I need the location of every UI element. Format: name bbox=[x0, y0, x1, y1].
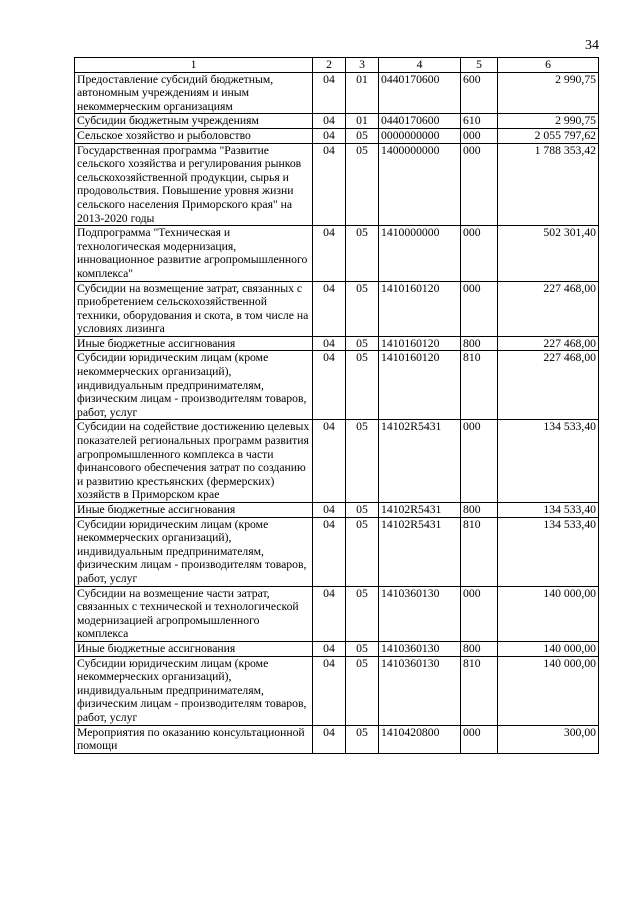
row-amount-cell: 227 468,00 bbox=[498, 281, 599, 336]
row-subsection-cell: 05 bbox=[346, 351, 379, 420]
row-subsection-cell: 01 bbox=[346, 72, 379, 114]
row-section-cell: 04 bbox=[313, 656, 346, 725]
row-expense-type-cell: 000 bbox=[461, 420, 498, 503]
row-target-cell: 0440170600 bbox=[379, 72, 461, 114]
row-section-cell: 04 bbox=[313, 72, 346, 114]
row-amount-cell: 134 533,40 bbox=[498, 517, 599, 586]
row-expense-type-cell: 000 bbox=[461, 226, 498, 281]
row-name-cell: Предоставление субсидий бюджетным, автономным учреждениям и иным некоммерческим организациям bbox=[75, 72, 313, 114]
row-expense-type-cell: 810 bbox=[461, 351, 498, 420]
row-amount-cell: 140 000,00 bbox=[498, 586, 599, 641]
row-subsection-cell: 05 bbox=[346, 226, 379, 281]
row-target-cell: 14102R5431 bbox=[379, 503, 461, 518]
header-col-5: 5 bbox=[461, 58, 498, 73]
row-target-cell: 14102R5431 bbox=[379, 420, 461, 503]
row-subsection-cell: 05 bbox=[346, 656, 379, 725]
table-row bbox=[75, 336, 599, 351]
row-subsection-cell: 01 bbox=[346, 114, 379, 129]
row-subsection-cell: 05 bbox=[346, 517, 379, 586]
row-amount-cell: 502 301,40 bbox=[498, 226, 599, 281]
row-expense-type-cell: 610 bbox=[461, 114, 498, 129]
row-name-cell: Мероприятия по оказанию консультационной помощи bbox=[75, 725, 313, 753]
row-name-cell: Сельское хозяйство и рыболовство bbox=[75, 128, 313, 143]
row-amount-cell: 134 533,40 bbox=[498, 503, 599, 518]
row-amount-cell: 140 000,00 bbox=[498, 641, 599, 656]
table-row bbox=[75, 72, 599, 114]
row-expense-type-cell: 000 bbox=[461, 586, 498, 641]
row-expense-type-cell: 000 bbox=[461, 725, 498, 753]
budget-table bbox=[74, 57, 599, 754]
row-amount-cell: 227 468,00 bbox=[498, 336, 599, 351]
table-row bbox=[75, 114, 599, 129]
row-section-cell: 04 bbox=[313, 336, 346, 351]
header-col-4: 4 bbox=[379, 58, 461, 73]
table-row bbox=[75, 281, 599, 336]
row-target-cell: 1400000000 bbox=[379, 143, 461, 226]
table-row bbox=[75, 656, 599, 725]
table-row bbox=[75, 143, 599, 226]
table-row bbox=[75, 586, 599, 641]
row-target-cell: 1410360130 bbox=[379, 656, 461, 725]
row-section-cell: 04 bbox=[313, 128, 346, 143]
row-section-cell: 04 bbox=[313, 143, 346, 226]
row-target-cell: 1410000000 bbox=[379, 226, 461, 281]
row-target-cell: 0000000000 bbox=[379, 128, 461, 143]
row-target-cell: 0440170600 bbox=[379, 114, 461, 129]
row-section-cell: 04 bbox=[313, 281, 346, 336]
row-subsection-cell: 05 bbox=[346, 143, 379, 226]
row-target-cell: 1410160120 bbox=[379, 281, 461, 336]
row-expense-type-cell: 000 bbox=[461, 143, 498, 226]
row-subsection-cell: 05 bbox=[346, 336, 379, 351]
row-expense-type-cell: 000 bbox=[461, 281, 498, 336]
row-name-cell: Субсидии юридическим лицам (кроме некоммерческих организаций), индивидуальным предпринимателям, физическим лицам - производителям товаров, работ, услуг bbox=[75, 351, 313, 420]
table-row bbox=[75, 351, 599, 420]
table-row bbox=[75, 503, 599, 518]
row-name-cell: Субсидии бюджетным учреждениям bbox=[75, 114, 313, 129]
row-section-cell: 04 bbox=[313, 641, 346, 656]
row-name-cell: Субсидии юридическим лицам (кроме некоммерческих организаций), индивидуальным предпринимателям, физическим лицам - производителям товаров, работ, услуг bbox=[75, 517, 313, 586]
row-amount-cell: 2 990,75 bbox=[498, 114, 599, 129]
row-expense-type-cell: 800 bbox=[461, 503, 498, 518]
table-row bbox=[75, 420, 599, 503]
row-section-cell: 04 bbox=[313, 226, 346, 281]
row-subsection-cell: 05 bbox=[346, 586, 379, 641]
row-section-cell: 04 bbox=[313, 503, 346, 518]
row-expense-type-cell: 000 bbox=[461, 128, 498, 143]
row-section-cell: 04 bbox=[313, 351, 346, 420]
row-amount-cell: 134 533,40 bbox=[498, 420, 599, 503]
row-name-cell: Подпрограмма "Техническая и технологическая модернизация, инновационное развитие агропромышленного комплекса" bbox=[75, 226, 313, 281]
table-row bbox=[75, 517, 599, 586]
row-name-cell: Субсидии юридическим лицам (кроме некоммерческих организаций), индивидуальным предпринимателям, физическим лицам - производителям товаров, работ, услуг bbox=[75, 656, 313, 725]
row-expense-type-cell: 800 bbox=[461, 641, 498, 656]
row-amount-cell: 300,00 bbox=[498, 725, 599, 753]
row-section-cell: 04 bbox=[313, 586, 346, 641]
row-amount-cell: 227 468,00 bbox=[498, 351, 599, 420]
header-col-3: 3 bbox=[346, 58, 379, 73]
row-name-cell: Субсидии на содействие достижению целевых показателей региональных программ развития агропромышленного комплекса в части финансового обеспечения затрат по созданию и развитию крестьянских (фермерских) хозяйств в Приморском крае bbox=[75, 420, 313, 503]
row-subsection-cell: 05 bbox=[346, 420, 379, 503]
table-row bbox=[75, 226, 599, 281]
row-amount-cell: 1 788 353,42 bbox=[498, 143, 599, 226]
row-section-cell: 04 bbox=[313, 114, 346, 129]
header-col-6: 6 bbox=[498, 58, 599, 73]
row-target-cell: 1410420800 bbox=[379, 725, 461, 753]
row-name-cell: Субсидии на возмещение затрат, связанных с приобретением сельскохозяйственной техники, оборудования и скота, в том числе на условиях лизинга bbox=[75, 281, 313, 336]
row-target-cell: 1410360130 bbox=[379, 641, 461, 656]
table-header-row bbox=[75, 58, 599, 73]
table-row bbox=[75, 128, 599, 143]
row-subsection-cell: 05 bbox=[346, 128, 379, 143]
row-expense-type-cell: 600 bbox=[461, 72, 498, 114]
row-subsection-cell: 05 bbox=[346, 503, 379, 518]
row-target-cell: 14102R5431 bbox=[379, 517, 461, 586]
row-expense-type-cell: 800 bbox=[461, 336, 498, 351]
header-col-1: 1 bbox=[75, 58, 313, 73]
row-amount-cell: 140 000,00 bbox=[498, 656, 599, 725]
row-amount-cell: 2 055 797,62 bbox=[498, 128, 599, 143]
header-col-2: 2 bbox=[313, 58, 346, 73]
row-target-cell: 1410360130 bbox=[379, 586, 461, 641]
row-name-cell: Иные бюджетные ассигнования bbox=[75, 641, 313, 656]
row-name-cell: Государственная программа "Развитие сельского хозяйства и регулирования рынков сельскохозяйственной продукции, сырья и продовольствия. Повышение уровня жизни сельского населения Приморского края" на 2013-2020 годы bbox=[75, 143, 313, 226]
row-subsection-cell: 05 bbox=[346, 281, 379, 336]
row-amount-cell: 2 990,75 bbox=[498, 72, 599, 114]
table-row bbox=[75, 725, 599, 753]
row-section-cell: 04 bbox=[313, 725, 346, 753]
row-name-cell: Субсидии на возмещение части затрат, связанных с технической и технологической модернизацией агропромышленного комплекса bbox=[75, 586, 313, 641]
row-subsection-cell: 05 bbox=[346, 725, 379, 753]
row-expense-type-cell: 810 bbox=[461, 517, 498, 586]
table-row bbox=[75, 641, 599, 656]
row-name-cell: Иные бюджетные ассигнования bbox=[75, 336, 313, 351]
row-target-cell: 1410160120 bbox=[379, 336, 461, 351]
row-subsection-cell: 05 bbox=[346, 641, 379, 656]
row-section-cell: 04 bbox=[313, 517, 346, 586]
row-expense-type-cell: 810 bbox=[461, 656, 498, 725]
row-target-cell: 1410160120 bbox=[379, 351, 461, 420]
row-section-cell: 04 bbox=[313, 420, 346, 503]
row-name-cell: Иные бюджетные ассигнования bbox=[75, 503, 313, 518]
page-number: 34 bbox=[585, 38, 599, 53]
